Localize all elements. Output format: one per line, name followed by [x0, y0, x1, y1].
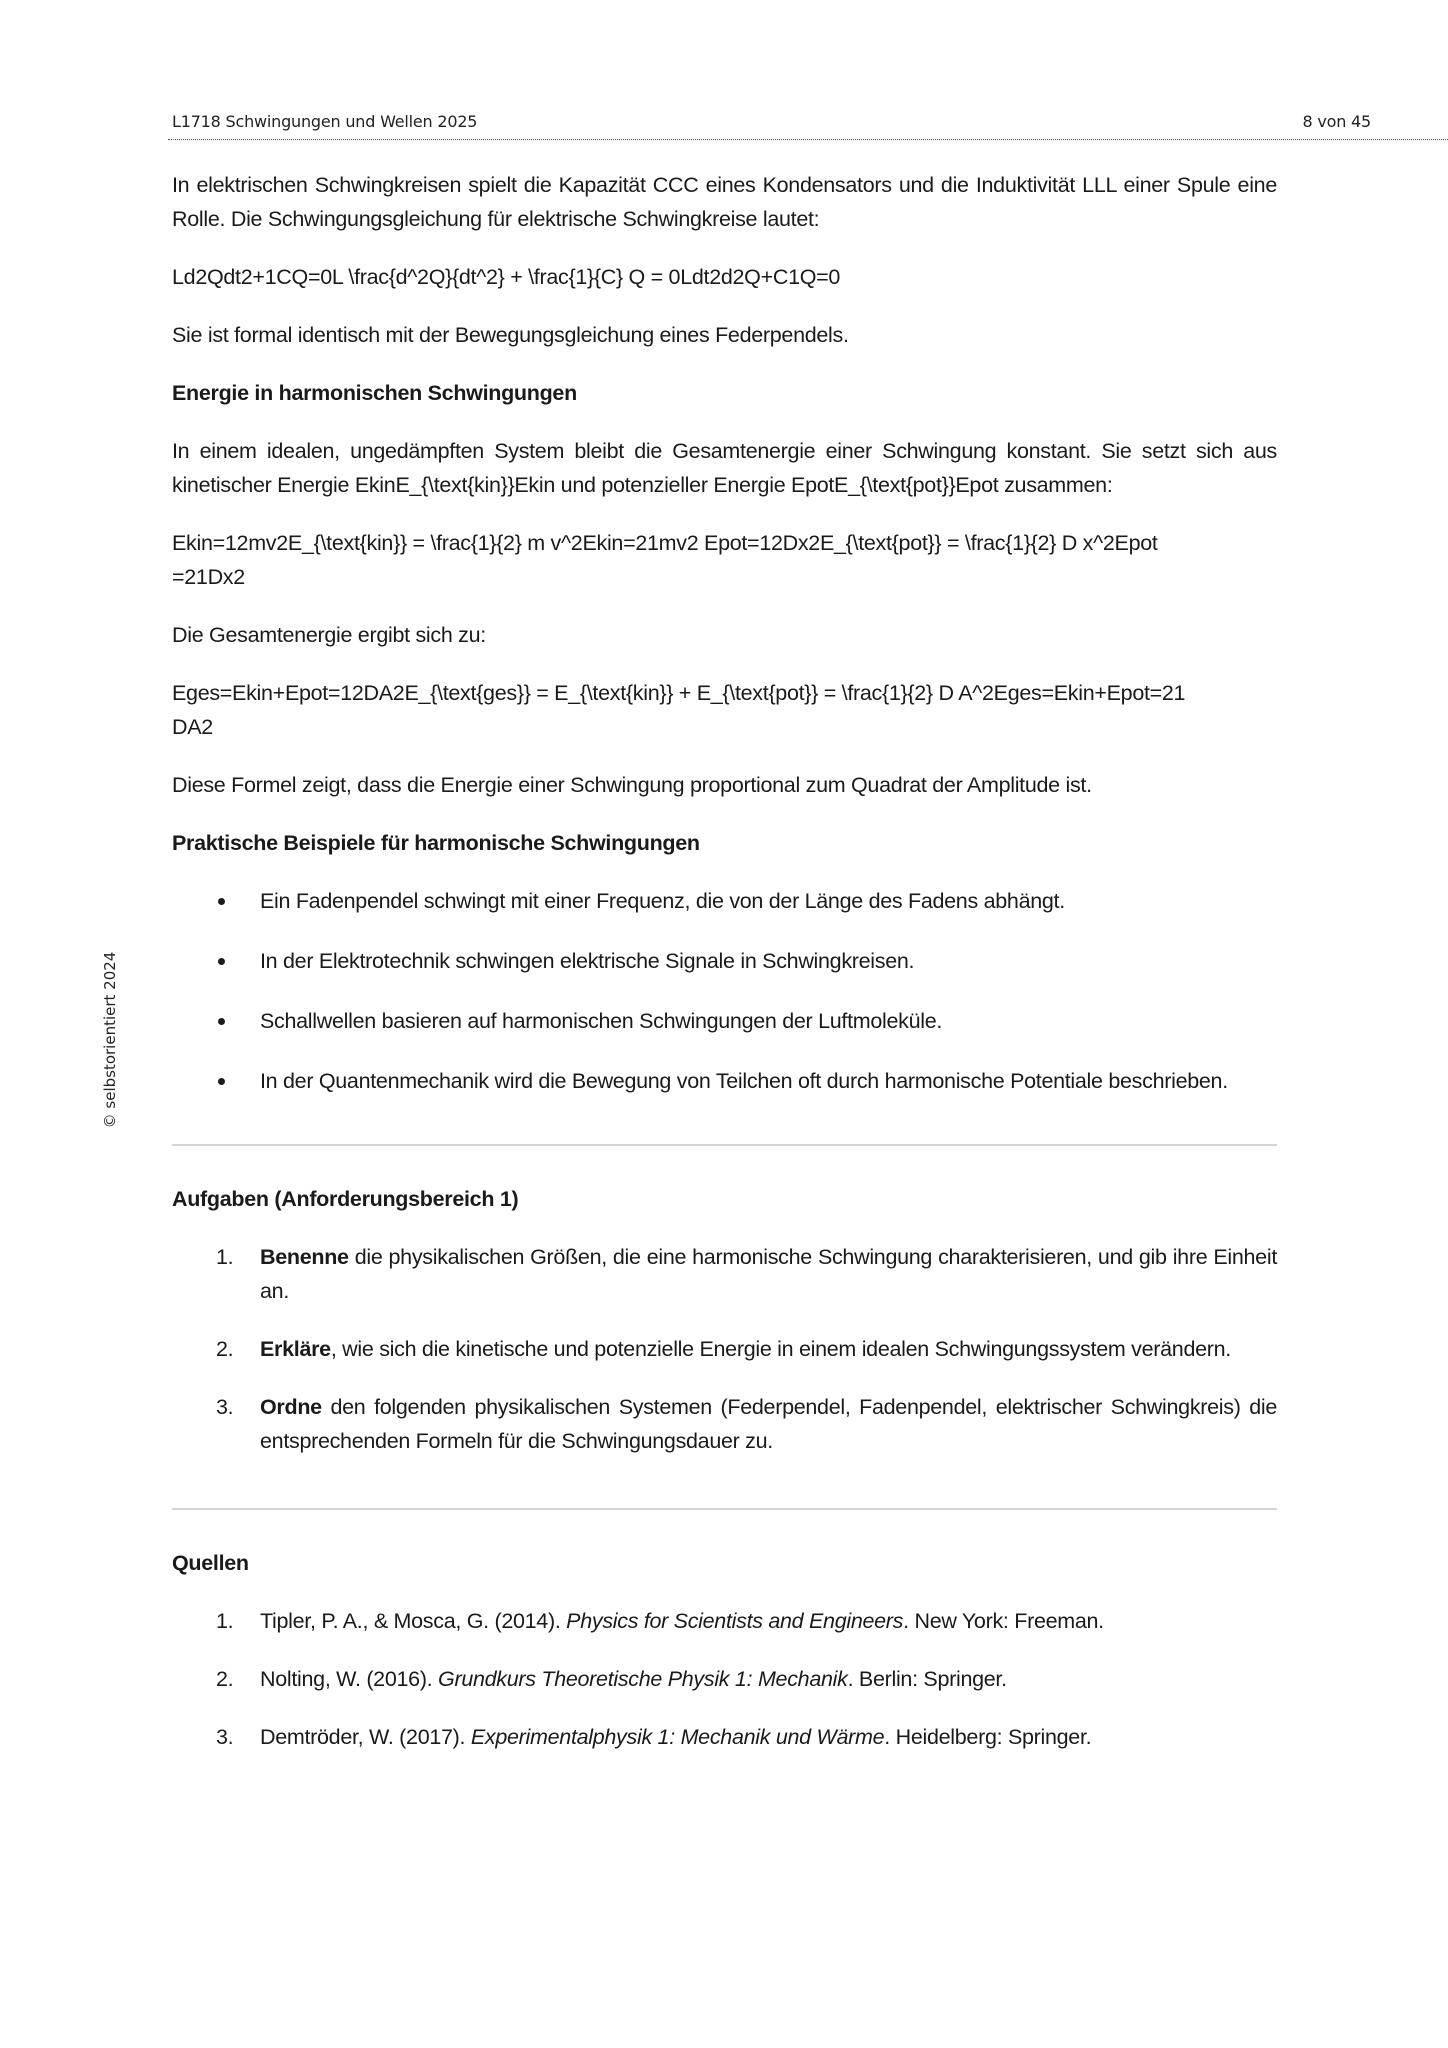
source-author: Demtröder, W. (2017).: [260, 1725, 471, 1749]
sources-list: [172, 1604, 1277, 1754]
bullet-icon: [218, 1018, 225, 1025]
source-number: 1.: [216, 1609, 234, 1633]
paragraph-identical: Sie ist formal identisch mit der Bewegungsgleichung eines Federpendels.: [172, 323, 849, 347]
list-item-text: In der Quantenmechanik wird die Bewegung von Teilchen oft durch harmonische Potentiale beschrieben.: [260, 1069, 1228, 1093]
page-number: 8 von 45: [1302, 112, 1371, 131]
section-divider: [172, 1144, 1277, 1146]
paragraph-energy: In einem idealen, ungedämpften System bleibt die Gesamtenergie einer Schwingung konstant. Sie setzt sich aus kinetischer Energie EkinE_{\text{kin}}Ekin und potenzieller Energie EpotE_{\text{pot}}Epot zusammen:: [172, 439, 1277, 497]
list-item-text: In der Elektrotechnik schwingen elektrische Signale in Schwingkreisen.: [260, 949, 915, 973]
task-verb: Erkläre: [260, 1337, 331, 1361]
task-verb: Benenne: [260, 1245, 349, 1269]
equation-energies-line2: =21Dx2: [172, 565, 245, 589]
examples-list: [172, 884, 1277, 1098]
source-publisher: . Heidelberg: Springer.: [884, 1725, 1092, 1749]
header-divider: [168, 139, 1448, 140]
bullet-icon: [218, 898, 225, 905]
source-publisher: . New York: Freeman.: [903, 1609, 1104, 1633]
tasks-list: [172, 1240, 1277, 1458]
source-item: [172, 1604, 1277, 1638]
heading-sources: Quellen: [172, 1551, 249, 1575]
task-item: [172, 1240, 1277, 1308]
heading-tasks: Aufgaben (Anforderungsbereich 1): [172, 1187, 519, 1211]
source-title: Physics for Scientists and Engineers: [566, 1609, 904, 1633]
paragraph-amplitude: Diese Formel zeigt, dass die Energie einer Schwingung proportional zum Quadrat der Amplitude ist.: [172, 773, 1092, 797]
page-header: [172, 112, 1371, 131]
bullet-icon: [218, 958, 225, 965]
source-number: 2.: [216, 1667, 234, 1691]
list-item-text: Schallwellen basieren auf harmonischen Schwingungen der Luftmoleküle.: [260, 1009, 943, 1033]
source-author: Tipler, P. A., & Mosca, G. (2014).: [260, 1609, 567, 1633]
source-item: [172, 1662, 1277, 1696]
task-text: , wie sich die kinetische und potenzielle Energie in einem idealen Schwingungssystem verändern.: [330, 1337, 1231, 1361]
heading-examples: Praktische Beispiele für harmonische Schwingungen: [172, 831, 700, 855]
task-verb: Ordne: [260, 1395, 322, 1419]
source-title: Experimentalphysik 1: Mechanik und Wärme: [470, 1725, 885, 1749]
source-title: Grundkurs Theoretische Physik 1: Mechanik: [438, 1667, 848, 1691]
equation-total-line1: Eges=Ekin+Epot=12DA2E_{\text{ges}} = E_{\text{kin}} + E_{\text{pot}} = \frac{1}{2} D A^2Eges=Ekin+Epot=21: [172, 681, 1186, 705]
task-item: [172, 1332, 1277, 1366]
document-title: L1718 Schwingungen und Wellen 2025: [172, 112, 478, 131]
task-number: 2.: [216, 1337, 234, 1361]
paragraph-total-energy: Die Gesamtenergie ergibt sich zu:: [172, 623, 486, 647]
bullet-icon: [218, 1078, 225, 1085]
task-number: 1.: [216, 1245, 234, 1269]
list-item: [172, 944, 1277, 978]
equation-total-line2: DA2: [172, 715, 213, 739]
source-number: 3.: [216, 1725, 234, 1749]
equation-circuit: Ld2Qdt2+1CQ=0L \frac{d^2Q}{dt^2} + \frac{1}{C} Q = 0Ldt2d2Q+C1Q=0: [172, 265, 841, 289]
task-number: 3.: [216, 1395, 234, 1419]
equation-total-energy: [172, 676, 1277, 744]
document-body: [172, 168, 1277, 1778]
section-divider: [172, 1508, 1277, 1510]
source-publisher: . Berlin: Springer.: [847, 1667, 1007, 1691]
source-author: Nolting, W. (2016).: [260, 1667, 439, 1691]
task-text: die physikalischen Größen, die eine harmonische Schwingung charakterisieren, und gib ihre Einheit an.: [260, 1245, 1277, 1303]
copyright-notice: © selbstorientiert 2024: [101, 951, 119, 1129]
equation-energies: [172, 526, 1277, 594]
task-text: den folgenden physikalischen Systemen (Federpendel, Fadenpendel, elektrischer Schwingkreis) die entsprechenden Formeln für die Schwingungsdauer zu.: [260, 1395, 1277, 1453]
list-item: [172, 884, 1277, 918]
list-item: [172, 1004, 1277, 1038]
equation-energies-line1: Ekin=12mv2E_{\text{kin}} = \frac{1}{2} m v^2Ekin=21mv2 Epot=12Dx2E_{\text{pot}} = \frac{1}{2} D x^2Epot: [172, 531, 1158, 555]
task-item: [172, 1390, 1277, 1458]
list-item-text: Ein Fadenpendel schwingt mit einer Frequenz, die von der Länge des Fadens abhängt.: [260, 889, 1065, 913]
list-item: [172, 1064, 1277, 1098]
paragraph-circuits: In elektrischen Schwingkreisen spielt die Kapazität CCC eines Kondensators und die Induktivität LLL einer Spule eine Rolle. Die Schwingungsgleichung für elektrische Schwingkreise lautet:: [172, 173, 1277, 231]
heading-energy: Energie in harmonischen Schwingungen: [172, 381, 577, 405]
source-item: [172, 1720, 1277, 1754]
